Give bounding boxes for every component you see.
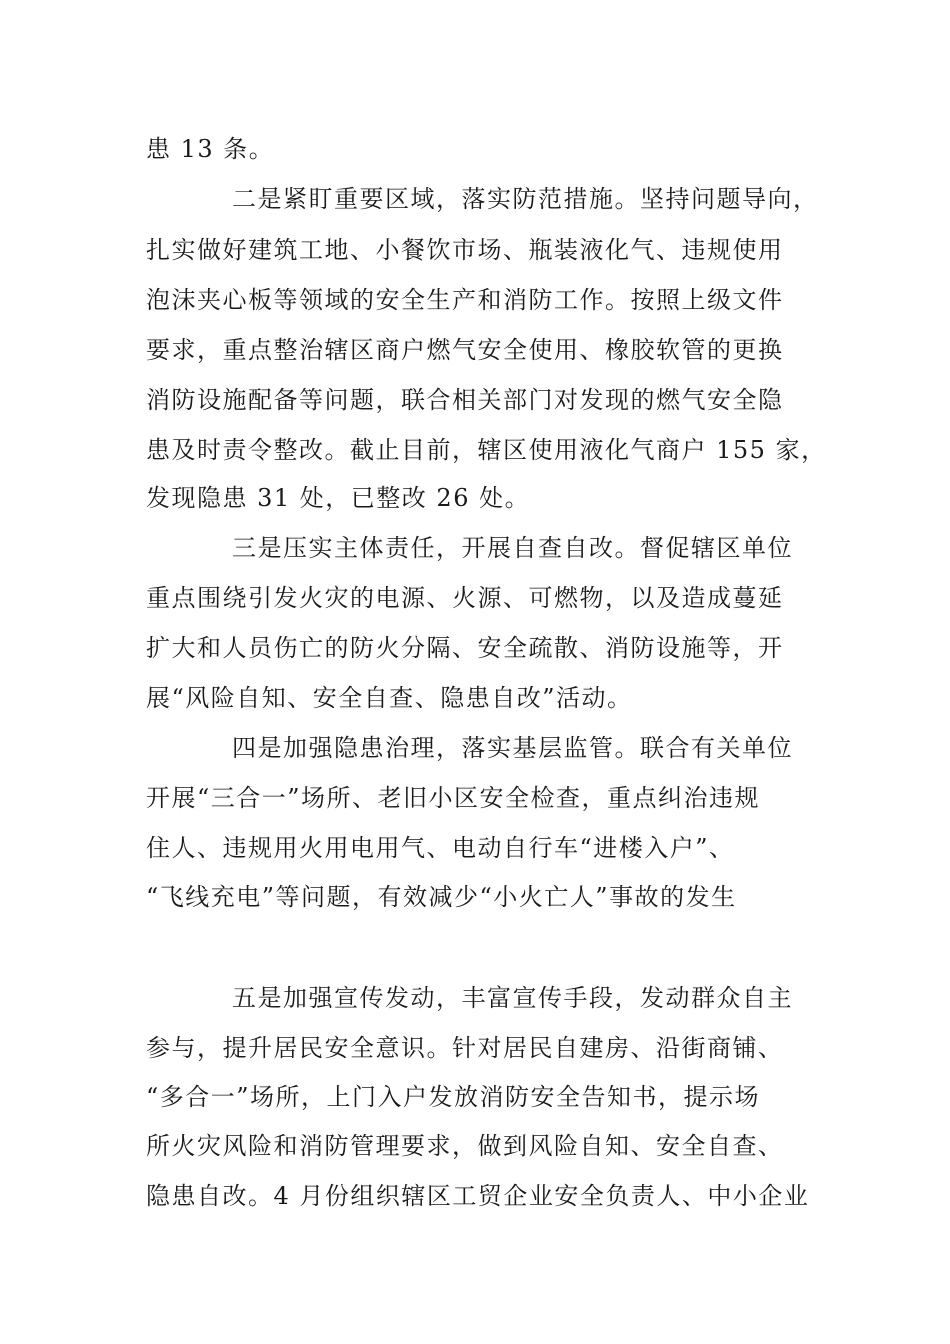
text-line: 要求，重点整治辖区商户燃气安全使用、橡胶软管的更换 [146,336,784,364]
text-line: 患 13 条。 [146,135,275,163]
text-line: 消防设施配备等问题，联合相关部门对发现的燃气安全隐 [146,386,784,414]
text-line: 展“风险自知、安全自查、隐患自改”活动。 [146,684,633,712]
text-line: 扎实做好建筑工地、小餐饮市场、瓶装液化气、违规使用 [146,236,784,264]
text-line: “多合一”场所，上门入户发放消防安全告知书，提示场 [146,1083,761,1111]
paragraph-2-first-line: 二是紧盯重要区域，落实防范措施。坚持问题导向， [232,185,819,213]
text-line: 扩大和人员伤亡的防火分隔、安全疏散、消防设施等，开 [146,634,784,662]
text-line: 开展“三合一”场所、老旧小区安全检查，重点纠治违规 [146,784,761,812]
text-line: 参与，提升居民安全意识。针对居民自建房、沿街商铺、 [146,1034,784,1062]
text-line: 隐患自改。4 月份组织辖区工贸企业安全负责人、中小企业 [146,1182,810,1210]
paragraph-3-first-line: 三是压实主体责任，开展自查自改。督促辖区单位 [232,534,793,562]
text-line: “飞线充电”等问题，有效减少“小火亡人”事故的发生 [146,883,737,911]
text-line: 重点围绕引发火灾的电源、火源、可燃物，以及造成蔓延 [146,584,784,612]
paragraph-5-first-line: 五是加强宣传发动，丰富宣传手段，发动群众自主 [232,984,793,1012]
paragraph-4-first-line: 四是加强隐患治理，落实基层监管。联合有关单位 [232,734,793,762]
text-line: 发现隐患 31 处，已整改 26 处。 [146,484,531,512]
text-line: 泡沫夹心板等领域的安全生产和消防工作。按照上级文件 [146,286,784,314]
text-line: 所火灾风险和消防管理要求，做到风险自知、安全自查、 [146,1132,784,1160]
text-line: 患及时责令整改。截止目前，辖区使用液化气商户 155 家， [146,436,827,464]
text-line: 住人、违规用火用电用气、电动自行车“进楼入户”、 [146,834,735,862]
